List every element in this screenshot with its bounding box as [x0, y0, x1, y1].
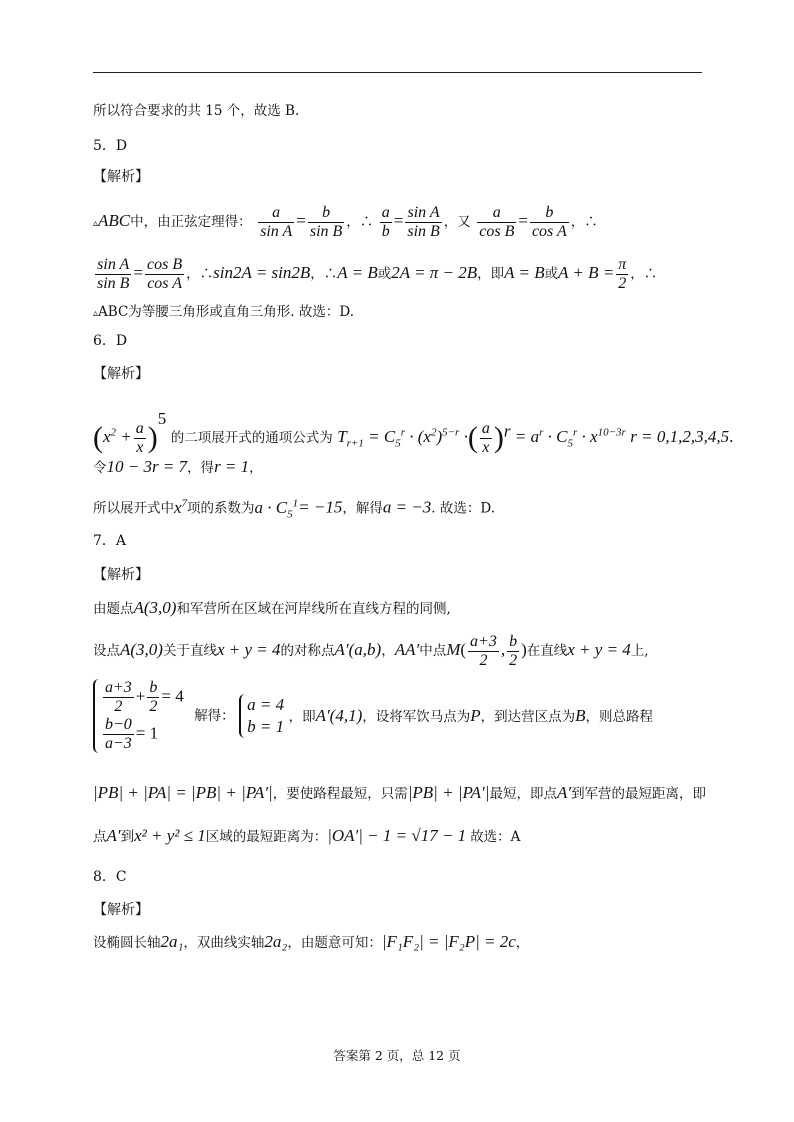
- analysis-label: 【解析】: [93, 169, 149, 185]
- question-8-answer: 8．C: [93, 869, 127, 885]
- q6-text-line-2: 令10 − 3r = 7，得r = 1，: [93, 457, 263, 476]
- q7-text-line-5: 点A′到x² + y² ≤ 1区域的最短距离为：|OA′| − 1 = √17 − 1 故选：A: [93, 826, 521, 845]
- fraction: $\frac{a}{x}$: [481, 419, 490, 456]
- q8-text-line-1: 设椭圆长轴2a₁，双曲线实轴2a₂，由题意可知：|F₁F₂| = |F₂P| = 2c，: [93, 932, 530, 951]
- fraction: $\frac{a+3}{2}$: [470, 632, 497, 669]
- fraction: $\frac{a}{\text{cos B}}$: [479, 203, 515, 240]
- q5-formula-line-2: $\frac{\text{sin A}}{\text{sin B}}$ = $\frac{\text{cos B}}{\text{cos A}}$ ，∴sin2A = sin2B，∴A = B或2A = π − 2B，即A = B或A + B = $\frac{\pi}{2}$ ，∴: [97, 255, 658, 292]
- fraction: $\frac{a}{\text{sin A}}$: [260, 203, 293, 240]
- q6-formula-line-1: ($x^2$ + $\frac{a}{x}$ )$^5$ 的二项展开式的通项公式为 $T_{r+1} = C_5^r \cdot (x^2)^{5-r}$ ·( $\frac{a}{x}$ )$^r = a^r \cdot C_5^r \cdot x^{10-3r}$ r = 0,1,2,3,4,5.: [93, 409, 734, 456]
- question-6-answer: 6．D: [93, 333, 128, 349]
- fraction: $\frac{a}{x}$: [135, 419, 144, 456]
- q5-formula-line-1: ▵ABC中，由正弦定理得： $\frac{a}{\text{sin A}}$ = $\frac{b}{\text{sin B}}$ ，∴ $\frac{a}{b}$ = $\frac{\text{sin A}}{\text{sin B}}$ ，又 $\frac{a}{\text{cos B}}$ = $\frac{b}{\text{cos A}}$ ，∴: [93, 203, 598, 240]
- header-rule: [93, 72, 702, 73]
- system-brace: $\frac{a+3}{2}$ + $\frac{b}{2}$ = 4 $\frac{b-0}{a-3}$ = 1: [93, 679, 184, 753]
- fraction: $\frac{\pi}{2}$: [618, 255, 627, 292]
- fraction: $\frac{\text{cos B}}{\text{cos A}}$: [147, 255, 183, 292]
- q7-formula-line-2: 设点A(3,0)关于直线x + y = 4的对称点A′(a,b)，AA′中点M( $\frac{a+3}{2}$ , $\frac{b}{2}$ )在直线x + y = 4上,: [93, 632, 649, 669]
- question-7-answer: 7．A: [93, 533, 127, 549]
- analysis-label: 【解析】: [93, 366, 149, 382]
- analysis-label: 【解析】: [93, 902, 149, 918]
- fraction: $\frac{a}{b}$: [381, 203, 390, 240]
- fraction: $\frac{\text{sin A}}{\text{sin B}}$: [407, 203, 440, 240]
- analysis-label: 【解析】: [93, 567, 149, 583]
- fraction: $\frac{b}{\text{sin B}}$: [309, 203, 343, 240]
- system-brace: a = 4 b = 1: [239, 694, 284, 738]
- q7-text-line-4: |PB| + |PA| = |PB| + |PA′|，要使路程最短，只需|PB| + |PA′|最短，即点A′到军营的最短距离，即: [93, 783, 707, 802]
- q7-equation-system: $\frac{a+3}{2}$ + $\frac{b}{2}$ = 4 $\frac{b-0}{a-3}$ = 1 解得： a = 4 b = 1 ，即A′(4,1)，设将军饮马点为P，到达营区点为B，则总路程: [93, 679, 653, 753]
- q6-text-line-3: 所以展开式中$x^7$项的系数为$a \cdot C_5^1= -15$，解得a = −3. 故选：D.: [93, 497, 496, 521]
- text-line: 所以符合要求的共 15 个，故选 B.: [93, 103, 300, 119]
- q7-text-line-1: 由题点A(3,0)和军营所在区域在河岸线所在直线方程的同侧,: [93, 598, 451, 617]
- fraction: $\frac{b}{\text{cos A}}$: [531, 203, 567, 240]
- fraction: $\frac{\text{sin A}}{\text{sin B}}$: [97, 255, 130, 292]
- fraction: $\frac{b}{2}$: [509, 632, 518, 669]
- page-footer: 答案第 2 页，总 12 页: [333, 1048, 461, 1063]
- question-5-answer: 5．D: [93, 138, 128, 154]
- text-line: ▵ABC为等腰三角形或直角三角形. 故选：D.: [93, 304, 354, 320]
